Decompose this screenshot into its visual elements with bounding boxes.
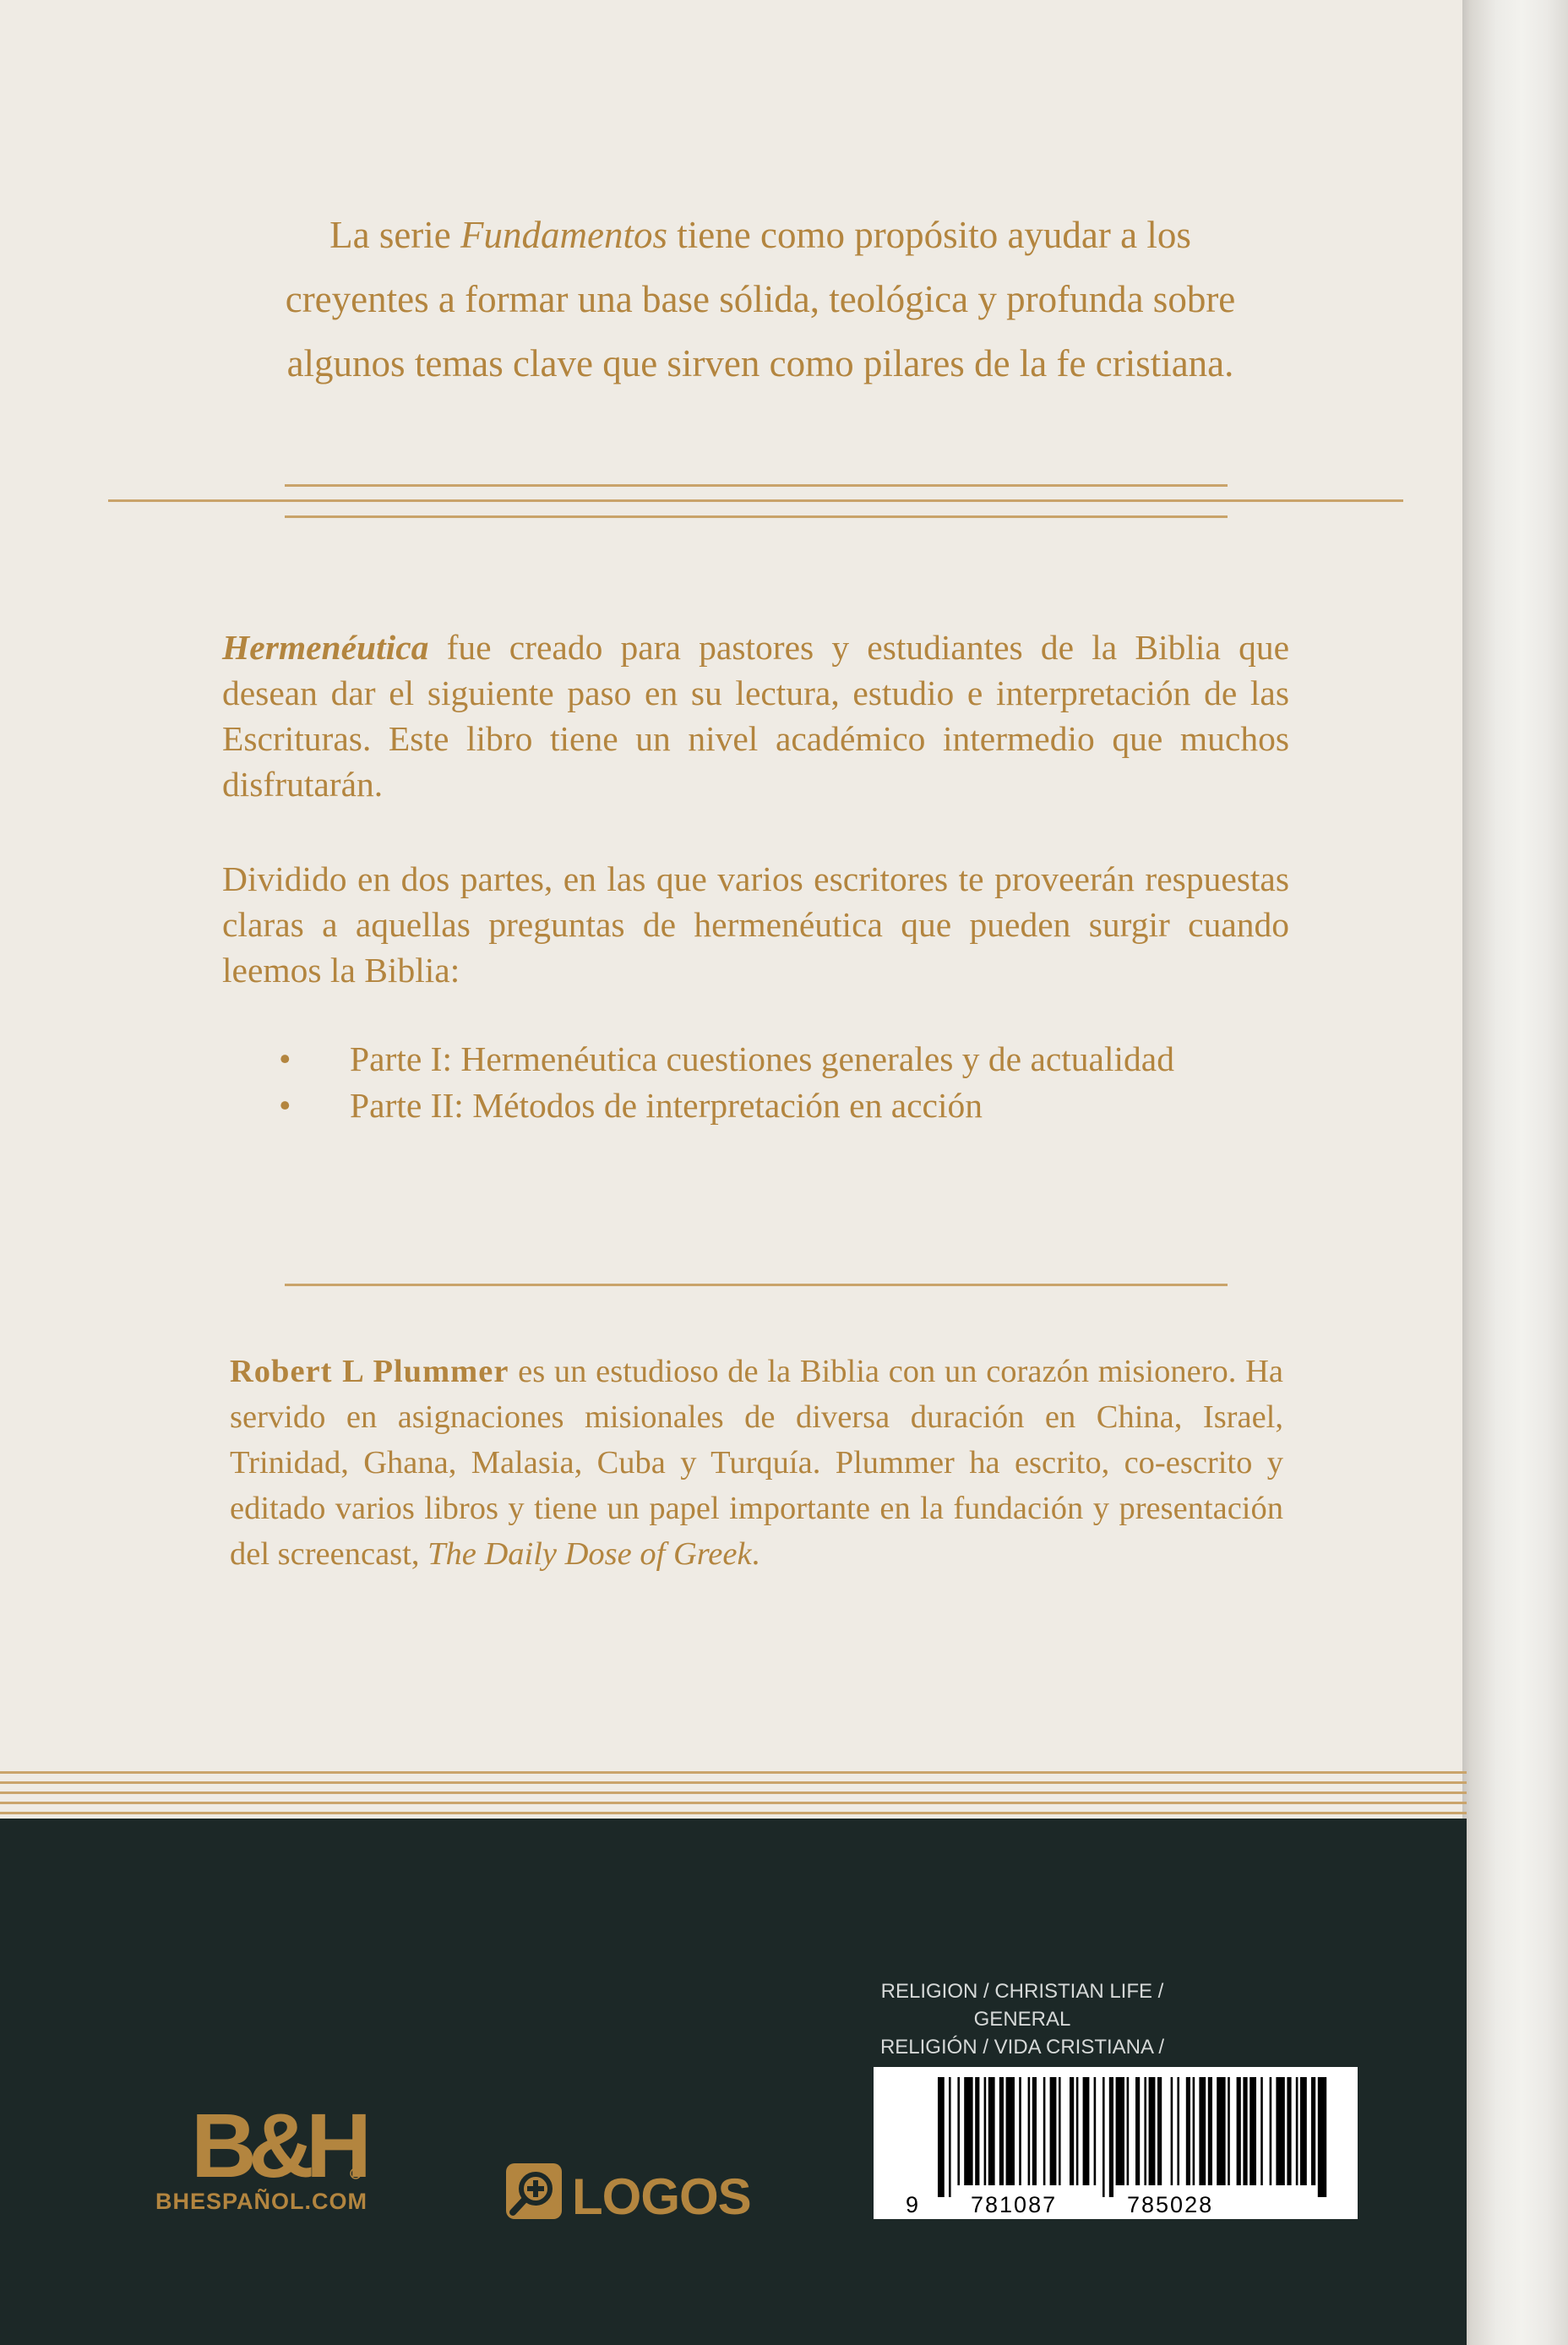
decorative-stripes <box>0 1771 1467 1820</box>
author-bio <box>230 1349 1283 1577</box>
series-intro <box>169 203 1352 395</box>
list-item-label: Parte II: Métodos de interpretación en acción <box>350 1086 983 1125</box>
logos-wordmark: LOGOS <box>572 2168 751 2225</box>
bh-mark: B&H <box>191 2097 363 2196</box>
list-item <box>279 1036 1174 1083</box>
book-title: Hermenéutica <box>222 628 429 667</box>
intro-line-2: creyentes a formar una base sólida, teológica y profunda sobre <box>285 278 1236 320</box>
bh-logo <box>155 2097 392 2216</box>
description-paragraph-2: Dividido en dos partes, en las que varios escritores te proveerán respuestas claras a aquellas preguntas de hermenéutica que pueden surgir cuando leemos la Biblia: <box>222 859 1289 990</box>
logos-logo <box>504 2158 758 2226</box>
logos-search-icon <box>506 2163 562 2219</box>
divider-rule <box>285 484 1228 487</box>
isbn-barcode <box>874 2067 1358 2219</box>
book-description-2 <box>222 856 1289 993</box>
intro-text: La serie <box>329 214 461 256</box>
author-bio-text: es un estudioso de la Biblia con un corazón misionero. Ha servido en asignaciones misionales de diversa duración en China, Israel, Trinidad, Ghana, Malasia, Cuba y Turquía. Plummer ha escrito, co-escrito y editado varios libros y tiene un papel importante en la fundación y presentación del screencast, <box>230 1354 1283 1572</box>
divider-rule <box>108 499 1403 502</box>
bullet-icon: • <box>279 1086 291 1125</box>
intro-line-3: algunos temas clave que sirven como pilares de la fe cristiana. <box>286 342 1234 384</box>
description-text: fue creado para pastores y estudiantes de la Biblia que desean dar el siguiente paso en su lectura, estudio e interpretación de las Escrituras. Este libro tiene un nivel académico intermedio que muchos disfrutarán. <box>222 628 1289 804</box>
author-bio-end: . <box>751 1536 760 1572</box>
category-es: RELIGIÓN / VIDA CRISTIANA / <box>879 2036 1165 2059</box>
author-name: Robert L Plummer <box>230 1354 509 1389</box>
publisher-site: BHESPAÑOL.COM <box>155 2189 368 2214</box>
description-paragraph-1 <box>222 624 1289 807</box>
parts-list <box>279 1036 1174 1129</box>
divider-rule <box>285 515 1228 518</box>
intro-line-1 <box>169 203 1352 267</box>
divider-rule <box>285 1284 1228 1286</box>
list-item <box>279 1083 1174 1129</box>
barcode-icon <box>874 2067 1358 2219</box>
barcode-digits-right: 785028 <box>1127 2192 1214 2217</box>
barcode-digits-left: 781087 <box>971 2192 1058 2217</box>
series-name: Fundamentos <box>460 214 668 256</box>
bullet-icon: • <box>279 1039 291 1078</box>
book-description <box>222 624 1289 807</box>
category-en: RELIGION / CHRISTIAN LIFE / GENERAL <box>880 1980 1164 2031</box>
list-item-label: Parte I: Hermenéutica cuestiones generales y de actualidad <box>350 1039 1174 1078</box>
barcode-digit-lead: 9 <box>906 2192 919 2217</box>
screencast-name: The Daily Dose of Greek <box>427 1536 752 1572</box>
book-spine-shadow <box>1462 0 1568 2345</box>
intro-text: tiene como propósito ayudar a los <box>667 214 1191 256</box>
